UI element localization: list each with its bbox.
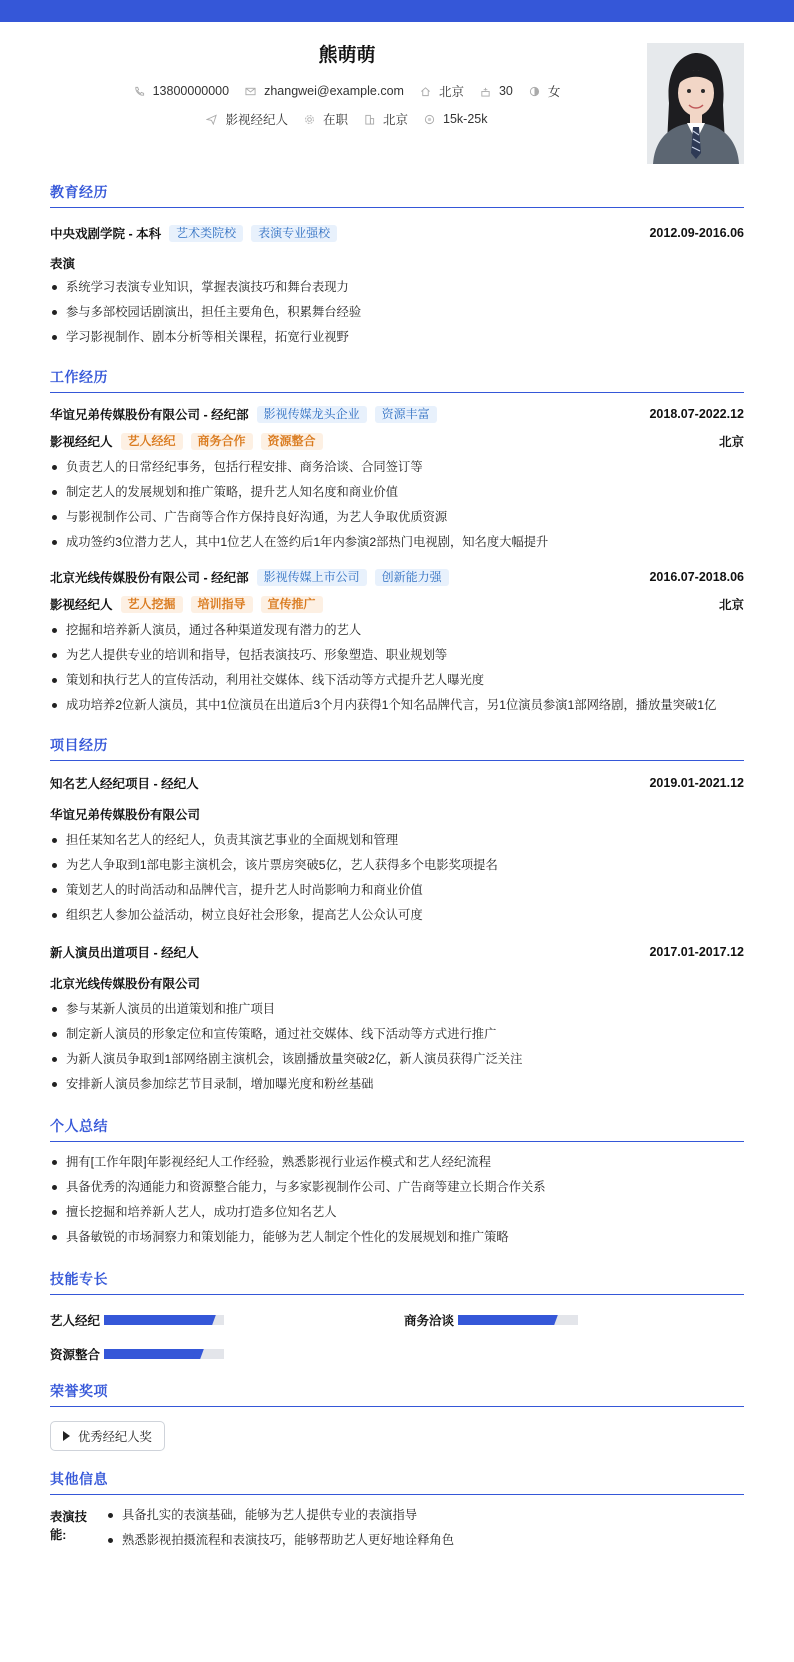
- skill-fill: [458, 1315, 552, 1325]
- job-role: 影视经纪人: [50, 435, 113, 449]
- skill-name: 艺人经纪: [50, 1314, 101, 1328]
- salary-info: [424, 112, 487, 126]
- building-icon: [364, 114, 375, 125]
- candidate-name: 熊萌萌: [318, 45, 376, 66]
- location-text: 北京: [438, 85, 464, 99]
- skill-bar: [104, 1349, 224, 1359]
- job-head: [50, 405, 744, 423]
- major: 表演: [50, 257, 76, 271]
- skill-item: [50, 1345, 224, 1363]
- top-accent-bar: [0, 0, 794, 22]
- school-tag: 艺术类院校: [169, 225, 243, 242]
- job-title-text: 影视经纪人: [225, 113, 288, 127]
- job-company: 华谊兄弟传媒股份有限公司 - 经纪部: [50, 408, 249, 422]
- job-period: 2016.07-2018.06: [649, 570, 744, 584]
- email-text: zhangwei@example.com: [264, 84, 404, 98]
- education-school-wrap: [50, 224, 337, 242]
- other-section: [50, 1469, 744, 1548]
- summary-section: [50, 1116, 744, 1245]
- gear-icon: [304, 114, 315, 125]
- skill-item: [50, 1311, 224, 1329]
- gender-info: [529, 82, 561, 100]
- project-period: 2017.01-2017.12: [649, 945, 744, 959]
- other-row: [50, 1507, 744, 1548]
- resume-header: [50, 22, 744, 172]
- project-name: 知名艺人经纪项目 - 经纪人: [50, 777, 199, 791]
- company-tag: 资源丰富: [375, 406, 437, 423]
- project-company: 北京光线传媒股份有限公司: [50, 977, 201, 991]
- skill-tag: 艺人挖掘: [121, 596, 183, 613]
- list-item: 安排新人演员参加综艺节目录制，增加曝光度和粉丝基础: [50, 1076, 744, 1092]
- skill-tag: 商务合作: [191, 433, 253, 450]
- job-city: 北京: [718, 435, 744, 449]
- skills-section: [50, 1269, 744, 1365]
- skills-title: 技能专长: [50, 1269, 744, 1295]
- company-tag: 创新能力强: [375, 569, 449, 586]
- skill-tag: 培训指导: [191, 596, 253, 613]
- project-head: [50, 774, 744, 792]
- status-info: [304, 110, 348, 128]
- list-item: 具备敏锐的市场洞察力和策划能力，能够为艺人制定个性化的发展规划和推广策略: [50, 1229, 744, 1245]
- education-section: [50, 182, 744, 345]
- work-section: [50, 367, 744, 713]
- list-item: 为艺人提供专业的培训和指导，包括表演技巧、形象塑造、职业规划等: [50, 647, 744, 663]
- job-title-info: [206, 110, 288, 128]
- list-item: 策划艺人的时尚活动和品牌代言，提升艺人时尚影响力和商业价值: [50, 882, 744, 898]
- other-bullets: [106, 1507, 744, 1548]
- list-item: 系统学习表演专业知识，掌握表演技巧和舞台表现力: [50, 279, 744, 295]
- skill-name: 资源整合: [50, 1348, 101, 1362]
- job-head: [50, 568, 744, 586]
- age-text: 30: [498, 84, 513, 98]
- skill-tag: 艺人经纪: [121, 433, 183, 450]
- list-item: 负责艺人的日常经纪事务，包括行程安排、商务洽谈、合同签订等: [50, 459, 744, 475]
- skill-item: [404, 1311, 578, 1329]
- education-period: 2012.09-2016.06: [649, 226, 744, 240]
- list-item: 制定新人演员的形象定位和宣传策略，通过社交媒体、线下活动等方式进行推广: [50, 1026, 744, 1042]
- list-item: 参与某新人演员的出道策划和推广项目: [50, 1001, 744, 1017]
- age-icon: [480, 86, 491, 97]
- education-title: 教育经历: [50, 182, 744, 208]
- education-head: [50, 224, 744, 242]
- summary-bullets: [50, 1154, 744, 1245]
- list-item: 学习影视制作、剧本分析等相关课程，拓宽行业视野: [50, 329, 744, 345]
- skill-bar: [104, 1315, 224, 1325]
- skill-name: 商务洽谈: [404, 1314, 455, 1328]
- contact-row: [50, 82, 644, 100]
- phone-icon: [134, 86, 145, 97]
- skill-fill: [104, 1349, 198, 1359]
- gender-text: 女: [547, 85, 561, 99]
- skills-grid: [50, 1295, 744, 1365]
- other-title: 其他信息: [50, 1469, 744, 1495]
- list-item: 擅长挖掘和培养新人艺人，成功打造多位知名艺人: [50, 1204, 744, 1220]
- list-item: 具备优秀的沟通能力和资源整合能力，与多家影视制作公司、广告商等建立长期合作关系: [50, 1179, 744, 1195]
- coin-icon: [424, 114, 435, 125]
- list-item: 为艺人争取到1部电影主演机会，该片票房突破5亿，艺人获得多个电影奖项提名: [50, 857, 744, 873]
- job-bullets: [50, 459, 744, 550]
- project-head: [50, 943, 744, 961]
- list-item: 参与多部校园话剧演出，担任主要角色，积累舞台经验: [50, 304, 744, 320]
- salary-text: 15k-25k: [443, 112, 488, 126]
- email-info: [245, 84, 404, 98]
- honors-list: [50, 1421, 744, 1451]
- job-role: 影视经纪人: [50, 598, 113, 612]
- list-item: 熟悉影视拍摄流程和表演技巧，能够帮助艺人更好地诠释角色: [106, 1532, 744, 1548]
- school-name: 中央戏剧学院 - 本科: [50, 227, 162, 241]
- resume-page: [50, 22, 744, 1548]
- project-period: 2019.01-2021.12: [649, 776, 744, 790]
- list-item: 拥有[工作年限]年影视经纪人工作经验，熟悉影视行业运作模式和艺人经纪流程: [50, 1154, 744, 1170]
- list-item: 制定艺人的发展规划和推广策略，提升艺人知名度和商业价值: [50, 484, 744, 500]
- list-item: 成功培养2位新人演员，其中1位演员在出道后3个月内获得1个知名品牌代言，另1位演员参演1部网络剧，播放量突破1亿: [50, 697, 744, 713]
- job-company-wrap: [50, 405, 437, 423]
- location-info: [420, 82, 464, 100]
- list-item: 策划和执行艺人的宣传活动，利用社交媒体、线下活动等方式提升艺人曝光度: [50, 672, 744, 688]
- skill-fill: [104, 1315, 210, 1325]
- job-city: 北京: [718, 598, 744, 612]
- list-item: 成功签约3位潜力艺人，其中1位艺人在签约后1年内参演2部热门电视剧，知名度大幅提升: [50, 534, 744, 550]
- portrait-illustration: [647, 43, 744, 164]
- company-tag: 影视传媒龙头企业: [257, 406, 367, 423]
- job-company-wrap: [50, 568, 449, 586]
- list-item: 组织艺人参加公益活动，树立良好社会形象，提高艺人公众认可度: [50, 907, 744, 923]
- phone-text: 13800000000: [152, 84, 230, 98]
- job-company: 北京光线传媒股份有限公司 - 经纪部: [50, 571, 249, 585]
- play-icon: [63, 1431, 70, 1441]
- job-period: 2018.07-2022.12: [649, 407, 744, 421]
- honors-section: [50, 1381, 744, 1451]
- project-name: 新人演员出道项目 - 经纪人: [50, 946, 199, 960]
- skill-tag: 资源整合: [261, 433, 323, 450]
- education-bullets: [50, 279, 744, 345]
- projects-title: 项目经历: [50, 735, 744, 761]
- award-item: [50, 1421, 165, 1451]
- summary-title: 个人总结: [50, 1116, 744, 1142]
- list-item: 与影视制作公司、广告商等合作方保持良好沟通，为艺人争取优质资源: [50, 509, 744, 525]
- home-icon: [420, 86, 431, 97]
- honors-title: 荣誉奖项: [50, 1381, 744, 1407]
- list-item: 具备扎实的表演基础，能够为艺人提供专业的表演指导: [106, 1507, 744, 1523]
- projects-section: [50, 735, 744, 1092]
- job-intent-row: [50, 110, 644, 128]
- mail-icon: [245, 86, 256, 97]
- job-role-wrap: [50, 595, 323, 613]
- school-tag: 表演专业强校: [251, 225, 337, 242]
- profile-photo: [647, 43, 744, 164]
- job-role-wrap: [50, 432, 323, 450]
- target-city-text: 北京: [383, 113, 409, 127]
- list-item: 为新人演员争取到1部网络剧主演机会，该剧播放量突破2亿，新人演员获得广泛关注: [50, 1051, 744, 1067]
- work-title: 工作经历: [50, 367, 744, 393]
- phone-info: [134, 84, 229, 98]
- list-item: 担任某知名艺人的经纪人，负责其演艺事业的全面规划和管理: [50, 832, 744, 848]
- skill-tag: 宣传推广: [261, 596, 323, 613]
- gender-icon: [529, 86, 540, 97]
- award-label: 优秀经纪人奖: [78, 1430, 152, 1444]
- other-label: 表演技能:: [50, 1510, 87, 1542]
- project-company: 华谊兄弟传媒股份有限公司: [50, 808, 201, 822]
- company-tag: 影视传媒上市公司: [257, 569, 367, 586]
- age-info: [480, 84, 513, 98]
- project-bullets: [50, 1001, 744, 1092]
- job-bullets: [50, 622, 744, 713]
- project-bullets: [50, 832, 744, 923]
- skill-bar: [458, 1315, 578, 1325]
- job-role-row: [50, 432, 744, 450]
- job-role-row: [50, 595, 744, 613]
- status-text: 在职: [323, 113, 349, 127]
- send-icon: [206, 114, 217, 125]
- list-item: 挖掘和培养新人演员，通过各种渠道发现有潜力的艺人: [50, 622, 744, 638]
- target-city-info: [364, 110, 408, 128]
